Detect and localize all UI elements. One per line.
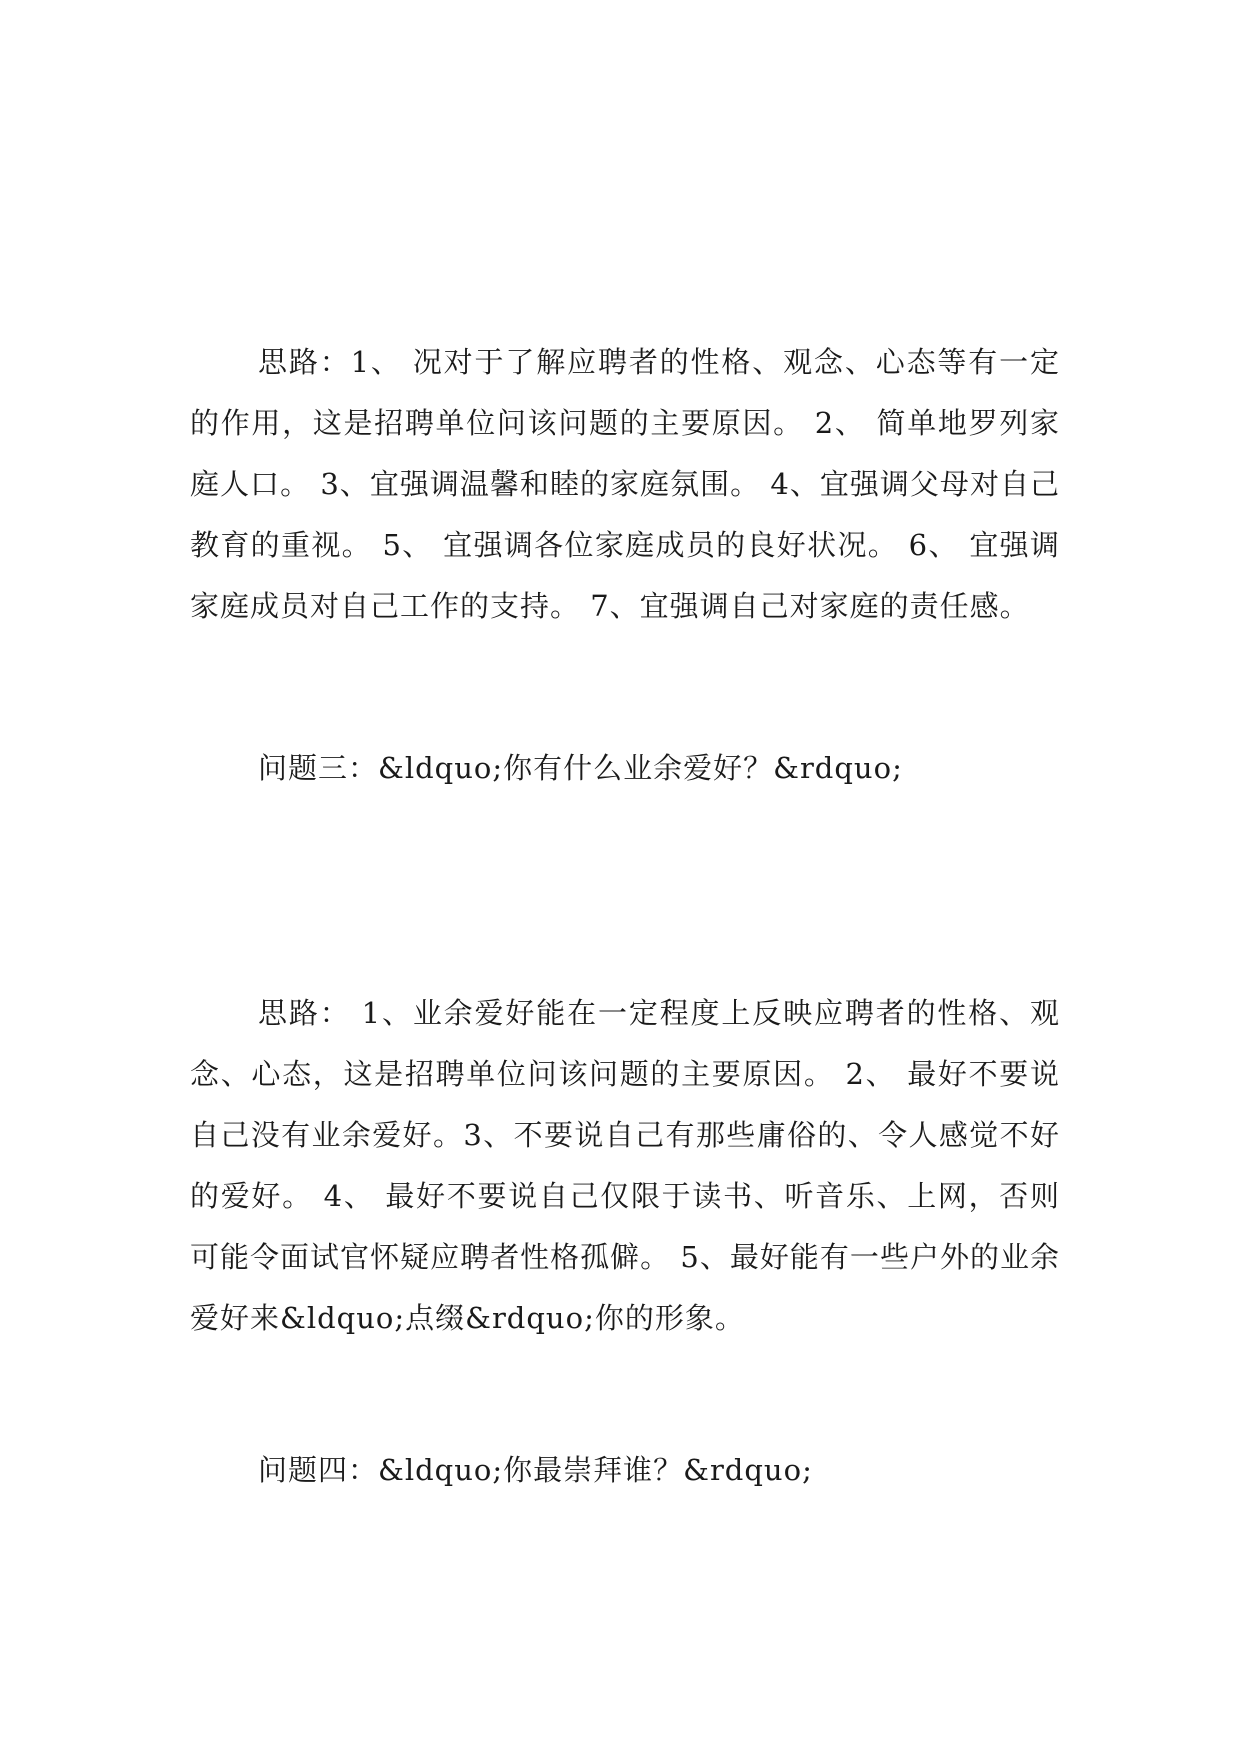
answer-paragraph-family: 思路：1、 况对于了解应聘者的性格、观念、心态等有一定的作用，这是招聘单位问该问题的主要原因。 2、 简单地罗列家庭人口。 3、宜强调温馨和睦的家庭氛围。 4、宜强调父母对自己教育的重视。 5、 宜强调各位家庭成员的良好状况。 6、 宜强调家庭成员对自己工作的支持。 7、宜强调自己对家庭的责任感。	[190, 345, 1060, 623]
answer-paragraph-hobbies: 思路： 1、业余爱好能在一定程度上反映应聘者的性格、观念、心态，这是招聘单位问该问题的主要原因。 2、 最好不要说自己没有业余爱好。3、不要说自己有那些庸俗的、令人感觉不好的爱好。 4、 最好不要说自己仅限于读书、听音乐、上网，否则可能令面试官怀疑应聘者性格孤僻。 5、最好能有一些户外的业余爱好来&ldquo;点缀&rdquo;你的形象。	[190, 996, 1060, 1335]
question-heading-hobbies: 问题三：&ldquo;你有什么业余爱好？&rdquo;	[258, 751, 903, 785]
question-heading-idol: 问题四：&ldquo;你最崇拜谁？&rdquo;	[258, 1453, 813, 1487]
